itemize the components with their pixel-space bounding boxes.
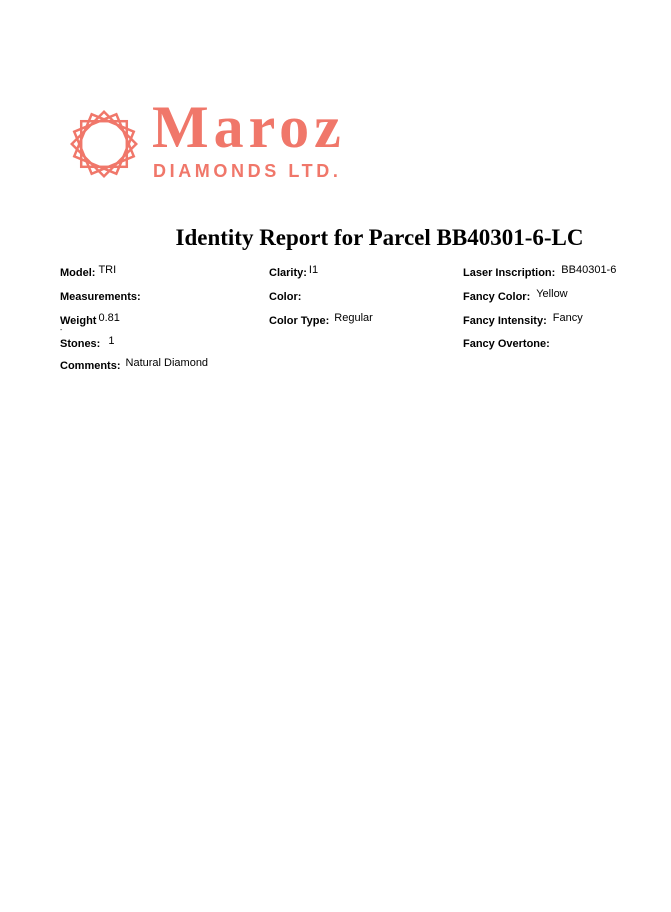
fancy-intensity-label: Fancy Intensity: bbox=[463, 315, 547, 327]
fancy-overtone-field bbox=[463, 338, 553, 351]
model-field bbox=[60, 264, 117, 280]
fancy-color-label: Fancy Color: bbox=[463, 291, 531, 303]
color-label: Color: bbox=[269, 291, 302, 303]
comments-value: Natural Diamond bbox=[125, 357, 209, 369]
model-value: TRI bbox=[98, 264, 117, 276]
report-title: Identity Report for Parcel BB40301-6-LC bbox=[175, 225, 584, 250]
fancy-intensity-field bbox=[463, 312, 583, 328]
fancy-color-value: Yellow bbox=[536, 288, 568, 300]
clarity-value: I1 bbox=[308, 264, 319, 276]
clarity-field bbox=[269, 264, 319, 280]
comments-label: Comments: bbox=[60, 360, 121, 372]
color-type-label: Color Type: bbox=[269, 315, 330, 327]
color-type-field bbox=[269, 312, 373, 328]
fancy-color-field bbox=[463, 288, 568, 304]
weight-label: Weight bbox=[60, 315, 97, 327]
stones-value: 1 bbox=[108, 335, 115, 347]
weight-tick-mark: - bbox=[60, 327, 63, 334]
fancy-intensity-value: Fancy bbox=[552, 312, 583, 324]
model-label: Model: bbox=[60, 267, 96, 279]
color-field bbox=[269, 291, 304, 304]
fancy-overtone-label: Fancy Overtone: bbox=[463, 338, 550, 350]
weight-field bbox=[60, 312, 120, 328]
laser-inscription-value: BB40301-6 bbox=[561, 264, 617, 276]
company-logo bbox=[66, 94, 366, 186]
laser-inscription-field bbox=[463, 264, 617, 280]
measurements-label: Measurements: bbox=[60, 291, 141, 303]
laser-inscription-label: Laser Inscription: bbox=[463, 267, 556, 279]
measurements-field bbox=[60, 291, 144, 304]
star-octagram-icon bbox=[66, 104, 142, 184]
brand-name: Maroz bbox=[152, 94, 346, 160]
clarity-label: Clarity: bbox=[269, 267, 307, 279]
weight-value: 0.81 bbox=[98, 312, 120, 324]
comments-field bbox=[60, 357, 209, 373]
stones-label: Stones: bbox=[60, 338, 101, 350]
brand-subtitle: DIAMONDS LTD. bbox=[153, 161, 342, 181]
color-type-value: Regular bbox=[334, 312, 373, 324]
stones-field bbox=[60, 335, 115, 351]
